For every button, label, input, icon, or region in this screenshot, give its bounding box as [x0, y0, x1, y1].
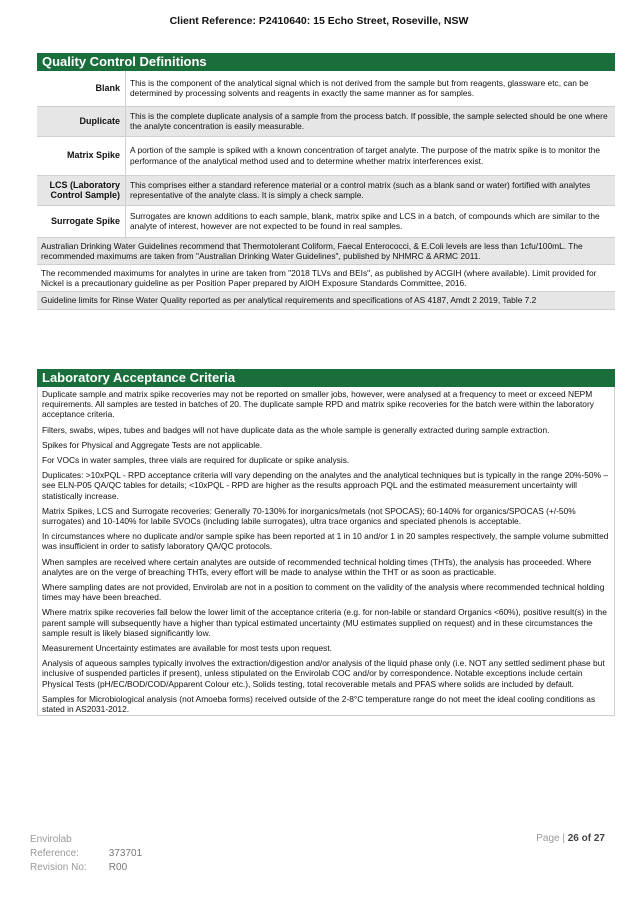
qc-definition: This is the complete duplicate analysis of a sample from the process batch. If possible, the sample selected should be one where the analyte concentration is easily measurable.	[126, 106, 616, 136]
criteria-paragraph: Spikes for Physical and Aggregate Tests are not applicable.	[42, 439, 263, 450]
qc-term: Duplicate	[37, 106, 126, 136]
qc-row-lcs	[37, 175, 615, 205]
quality-control-section	[37, 53, 615, 310]
quality-control-table	[37, 71, 615, 310]
qc-note-rinse-water	[37, 292, 615, 309]
revision-label: Revision No:	[30, 862, 87, 873]
qc-definition: This comprises either a standard reference material or a control matrix (such as a blank sand or water) fortified with analytes representative of the analyte class. It is simply a check sample.	[126, 175, 616, 205]
qc-definition: A portion of the sample is spiked with a known concentration of target analyte. The purpose of the matrix spike is to monitor the performance of the analytical method used and to determine whether matrix interferences exist.	[126, 136, 616, 175]
qc-note: Guideline limits for Rinse Water Quality reported as per analytical requirements and specifications of AS 4187, Amdt 2 2019, Table 7.2	[37, 292, 615, 309]
qc-row-duplicate	[37, 106, 615, 136]
criteria-paragraph: Where sampling dates are not provided, Envirolab are not in a position to comment on the validity of the analysis where recommended technical holding times may have been breached.	[42, 582, 605, 603]
criteria-paragraph: Matrix Spikes, LCS and Surrogate recoveries: Generally 70-130% for inorganics/metals (not SPOCAS); 60-140% for organics/SPOCAS (+/-50% surrogates) and 10-140% for labile SVOCs (including labile surrogates), ultra trace organics and speciated phenols is acceptable.	[42, 505, 576, 527]
qc-row-blank	[37, 71, 615, 106]
qc-term: LCS (Laboratory Control Sample)	[37, 175, 126, 205]
qc-note-drinking-water	[37, 237, 615, 264]
quality-control-title: Quality Control Definitions	[37, 53, 615, 71]
criteria-paragraph: Duplicate sample and matrix spike recoveries may not be reported on smaller jobs, however, were analysed at a frequency to meet or exceed NEPM requirements. All samples are tested in batches of 20. The duplicate sample RPD and matrix spike recoveries for the batch were within the laboratory acceptance criteria.	[42, 389, 594, 420]
criteria-paragraph: Samples for Microbiological analysis (not Amoeba forms) received outside of the 2-8°C temperature range do not meet the ideal cooling conditions as stated in AS2031-2012.	[42, 693, 596, 715]
criteria-paragraph: Filters, swabs, wipes, tubes and badges will not have duplicate data as the whole sample is generally extracted during sample extraction.	[42, 424, 550, 435]
reference-value: 373701	[108, 848, 143, 859]
reference-label: Envirolab Reference:	[30, 834, 79, 859]
criteria-paragraph: For VOCs in water samples, three vials are required for duplicate or spike analysis.	[42, 455, 350, 466]
criteria-paragraph: Duplicates: >10xPQL - RPD acceptance criteria will vary depending on the analytes and the analytical techniques but is typically in the range 20%-50% – see ELN-P05 QA/QC tables for details; <10xPQL - RPD are higher as the results approach PQL and the estimated measurement uncertainty will statistically increase.	[42, 470, 609, 501]
qc-note: The recommended maximums for analytes in urine are taken from "2018 TLVs and BEIs", as published by ACGIH (where available). Limit provided for Nickel is a precautionary guideline as per Position Paper prepared by AIOH Exposure Standards Committee, 2016.	[37, 264, 615, 291]
qc-note: Australian Drinking Water Guidelines recommend that Thermotolerant Coliform, Faecal Enterococci, & E.Coli levels are less than 1cfu/100mL. The recommended maximums are taken from "Australian Drinking Water Guidelines", published by NHMRC & ARMC 2011.	[37, 237, 615, 264]
qc-term: Matrix Spike	[37, 136, 126, 175]
page-label: Page |	[536, 833, 565, 844]
criteria-paragraph: When samples are received where certain analytes are outside of recommended technical holding times (THTs), the analysis has proceeded. Where analytes are on the verge of breaching THTs, every effort will be made to analyse within the THT or as soon as practicable.	[42, 556, 592, 577]
footer-reference	[30, 833, 142, 875]
criteria-paragraph: Where matrix spike recoveries fall below the lower limit of the acceptance criteria (e.g. for non-labile or standard Organics <60%), positive result(s) in the parent sample will subsequently have a higher than typical estimated uncertainty (MU estimates supplied on request) and in these circumstances the sample result is likely biased significantly low.	[42, 607, 607, 638]
qc-term: Surrogate Spike	[37, 205, 126, 237]
criteria-paragraph: Measurement Uncertainty estimates are available for most tests upon request.	[42, 643, 333, 654]
qc-row-surrogate-spike	[37, 205, 615, 237]
acceptance-criteria-body	[37, 387, 615, 716]
acceptance-criteria-section	[37, 369, 615, 716]
acceptance-criteria-title: Laboratory Acceptance Criteria	[37, 369, 615, 387]
client-reference: Client Reference: P2410640: 15 Echo Street, Roseville, NSW	[169, 15, 469, 27]
criteria-paragraph: In circumstances where no duplicate and/or sample spike has been reported at 1 in 10 and/or 1 in 20 samples respectively, the sample volume submitted was insufficient in order to satisfy laboratory QA/QC protocols.	[42, 531, 609, 552]
revision-value: R00	[108, 862, 128, 873]
page-value: 26 of 27	[567, 833, 605, 844]
page-number	[536, 833, 605, 844]
criteria-paragraph: Analysis of aqueous samples typically involves the extraction/digestion and/or analysis of the liquid phase only (i.e. NOT any settled sediment phase but inclusive of suspended particles if present), unless stipulated on the Envirolab COC and/or by correspondence. Notable exceptions include certain Physical Tests (pH/EC/BOD/COD/Apparent Colour etc.), Solids testing, total recoverable metals and PFAS where solids are included by default.	[42, 658, 605, 689]
qc-row-matrix-spike	[37, 136, 615, 175]
qc-note-urine	[37, 264, 615, 291]
qc-term: Blank	[37, 71, 126, 106]
qc-definition: This is the component of the analytical signal which is not derived from the sample but from reagents, glassware etc, can be determined by processing solvents and reagents in exactly the same manner as for samples.	[126, 71, 616, 106]
qc-definition: Surrogates are known additions to each sample, blank, matrix spike and LCS in a batch, of compounds which are similar to the analyte of interest, however are not expected to be found in real samples.	[126, 205, 616, 237]
